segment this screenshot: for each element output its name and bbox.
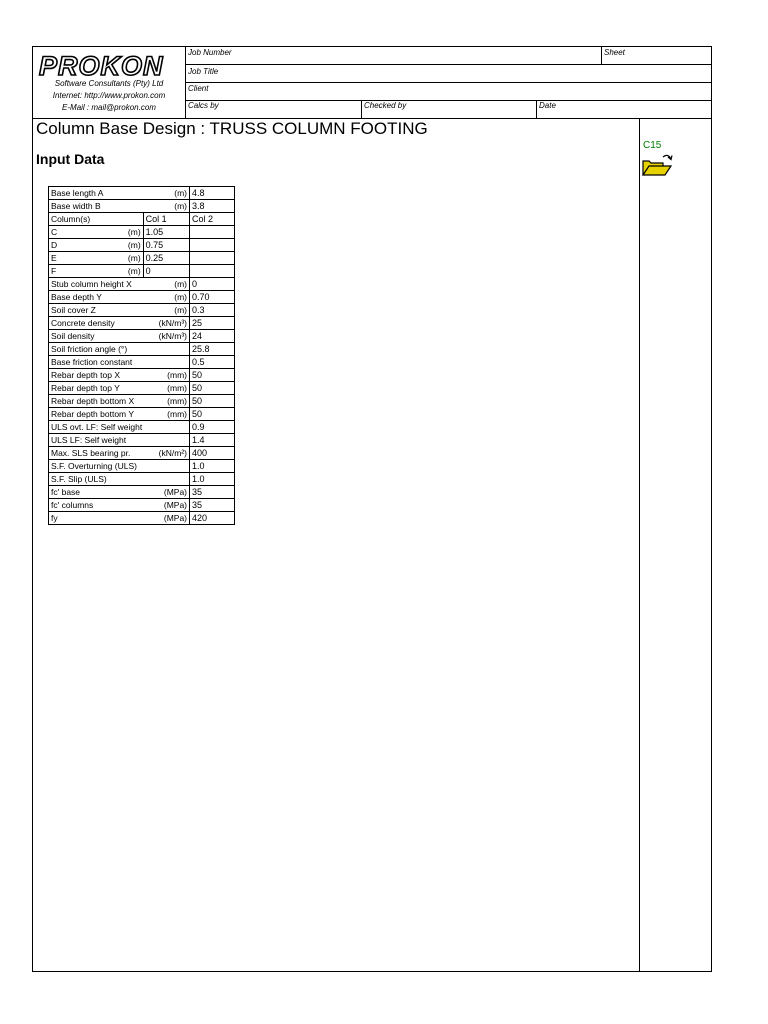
- table-value[interactable]: 35: [190, 486, 235, 499]
- section-title: Input Data: [36, 151, 105, 167]
- table-value[interactable]: 4.8: [190, 187, 235, 200]
- table-value[interactable]: 0.75: [143, 239, 189, 252]
- table-value[interactable]: 1.0: [190, 473, 235, 486]
- svg-text:PROKON: PROKON: [39, 51, 164, 80]
- table-value[interactable]: 25: [190, 317, 235, 330]
- table-row: [49, 213, 235, 226]
- table-cell: Rebar depth top Y (mm): [49, 382, 190, 395]
- table-row: [49, 369, 235, 382]
- table-value[interactable]: 0.70: [190, 291, 235, 304]
- table-value[interactable]: 50: [190, 408, 235, 421]
- table-cell: F (m): [49, 265, 144, 278]
- table-cell: Soil density (kN/m³): [49, 330, 190, 343]
- table-value[interactable]: [190, 265, 235, 278]
- table-row: [49, 421, 235, 434]
- table-cell: Stub column height X (m): [49, 278, 190, 291]
- table-row: [49, 278, 235, 291]
- checked-by-label: Checked by: [364, 101, 407, 110]
- table-cell: fy (MPa): [49, 512, 190, 525]
- table-row: [49, 252, 235, 265]
- table-value[interactable]: [190, 226, 235, 239]
- table-cell: D (m): [49, 239, 144, 252]
- company-email: E-Mail : mail@prokon.com: [62, 103, 156, 112]
- table-row: [49, 356, 235, 369]
- table-row: [49, 226, 235, 239]
- table-row: [49, 343, 235, 356]
- calc-reference: C15: [643, 140, 662, 151]
- table-value[interactable]: 1.4: [190, 434, 235, 447]
- table-value[interactable]: 0: [190, 278, 235, 291]
- table-value[interactable]: 35: [190, 499, 235, 512]
- table-value[interactable]: 0.9: [190, 421, 235, 434]
- margin-divider: [639, 118, 640, 971]
- table-cell: Base length A (m): [49, 187, 190, 200]
- table-value[interactable]: 50: [190, 395, 235, 408]
- table-value[interactable]: [190, 239, 235, 252]
- table-row: [49, 187, 235, 200]
- table-cell: Soil cover Z (m): [49, 304, 190, 317]
- table-row: [49, 317, 235, 330]
- table-value[interactable]: 50: [190, 369, 235, 382]
- table-cell: ULS LF: Self weight: [49, 434, 190, 447]
- table-row: [49, 486, 235, 499]
- table-cell: S.F. Slip (ULS): [49, 473, 190, 486]
- table-cell: Base friction constant: [49, 356, 190, 369]
- table-cell: C (m): [49, 226, 144, 239]
- table-cell: Column(s): [49, 213, 144, 226]
- company-name: Software Consultants (Pty) Ltd: [54, 79, 164, 88]
- table-cell: Base depth Y (m): [49, 291, 190, 304]
- table-row: [49, 382, 235, 395]
- table-value[interactable]: 0: [143, 265, 189, 278]
- table-row: [49, 512, 235, 525]
- sheet-header: [33, 47, 711, 119]
- table-cell: Rebar depth top X (mm): [49, 369, 190, 382]
- client-label: Client: [188, 84, 209, 93]
- parameter-rows: [49, 278, 235, 525]
- table-row: [49, 291, 235, 304]
- table-value[interactable]: 50: [190, 382, 235, 395]
- table-row: [49, 200, 235, 213]
- column-header-2: Col 2: [190, 213, 235, 226]
- company-block: [33, 47, 186, 118]
- calculation-sheet: [32, 46, 712, 972]
- table-row: [49, 265, 235, 278]
- table-row: [49, 304, 235, 317]
- company-internet: Internet: http://www.prokon.com: [52, 91, 166, 100]
- table-cell: E (m): [49, 252, 144, 265]
- table-row: [49, 434, 235, 447]
- table-cell: ULS ovt. LF: Self weight: [49, 421, 190, 434]
- table-value[interactable]: 25.8: [190, 343, 235, 356]
- table-value[interactable]: 1.0: [190, 460, 235, 473]
- prokon-logo: [37, 50, 183, 80]
- table-value[interactable]: 420: [190, 512, 235, 525]
- sheet-label: Sheet: [604, 48, 625, 57]
- table-row: [49, 473, 235, 486]
- table-cell: Base width B (m): [49, 200, 190, 213]
- table-cell: Rebar depth bottom X (mm): [49, 395, 190, 408]
- table-cell: fc' base (MPa): [49, 486, 190, 499]
- table-row: [49, 239, 235, 252]
- page-title: Column Base Design : TRUSS COLUMN FOOTING: [36, 119, 428, 138]
- table-value[interactable]: 0.25: [143, 252, 189, 265]
- table-value[interactable]: 0.5: [190, 356, 235, 369]
- table-cell: Rebar depth bottom Y (mm): [49, 408, 190, 421]
- table-row: [49, 499, 235, 512]
- date-label: Date: [539, 101, 556, 110]
- table-cell: Soil friction angle (°): [49, 343, 190, 356]
- calcs-by-label: Calcs by: [188, 101, 219, 110]
- table-row: [49, 447, 235, 460]
- open-folder-icon[interactable]: [641, 151, 673, 179]
- table-value[interactable]: 0.3: [190, 304, 235, 317]
- table-cell: S.F. Overturning (ULS): [49, 460, 190, 473]
- input-data-table: [48, 186, 235, 525]
- table-row: [49, 395, 235, 408]
- table-value[interactable]: 400: [190, 447, 235, 460]
- table-row: [49, 330, 235, 343]
- table-value[interactable]: 24: [190, 330, 235, 343]
- table-cell: Max. SLS bearing pr. (kN/m²): [49, 447, 190, 460]
- table-row: [49, 408, 235, 421]
- job-title-label: Job Title: [188, 67, 219, 76]
- table-cell: Concrete density (kN/m³): [49, 317, 190, 330]
- table-value[interactable]: 1.05: [143, 226, 189, 239]
- column-header-1: Col 1: [143, 213, 189, 226]
- job-number-label: Job Number: [188, 48, 232, 57]
- table-value[interactable]: [190, 252, 235, 265]
- table-value[interactable]: 3.8: [190, 200, 235, 213]
- table-cell: fc' columns (MPa): [49, 499, 190, 512]
- table-row: [49, 460, 235, 473]
